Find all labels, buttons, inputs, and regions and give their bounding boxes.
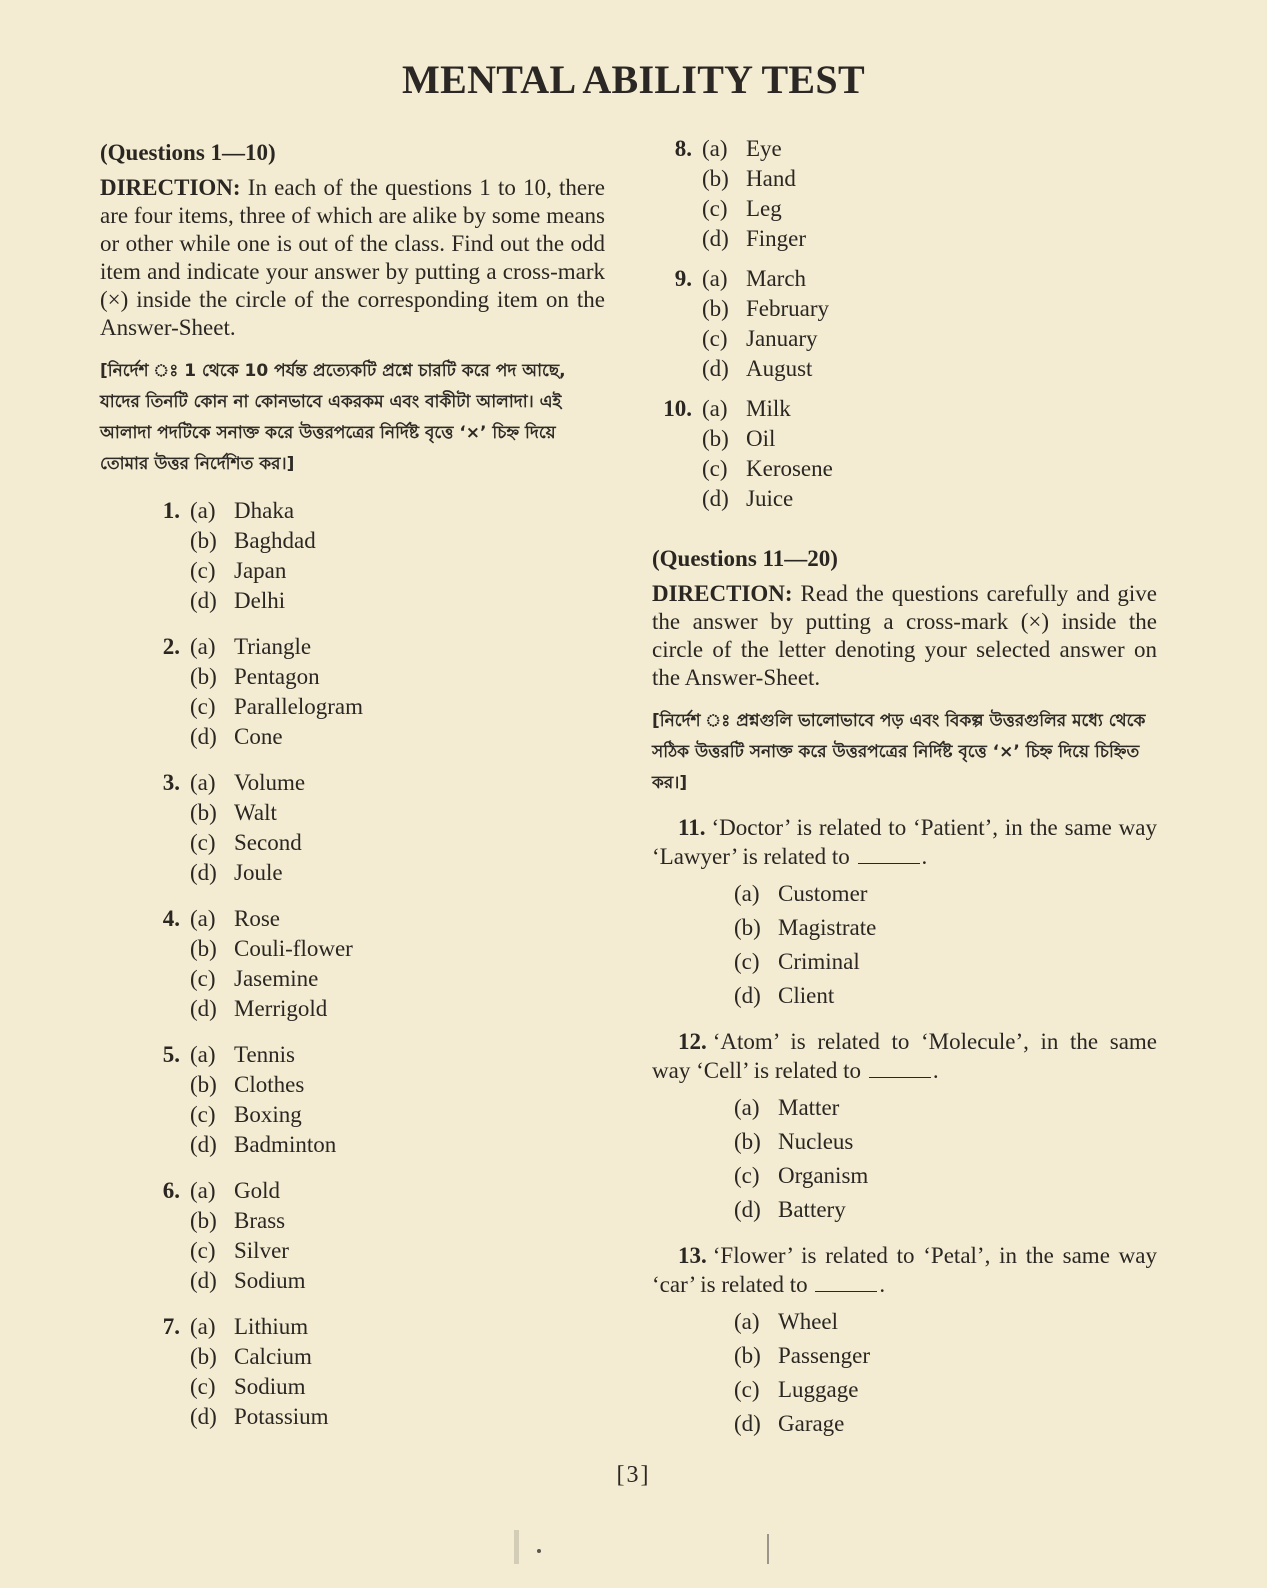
direction-label: DIRECTION: — [652, 581, 793, 606]
option-label: (c) — [190, 966, 216, 991]
option-label: (d) — [190, 1268, 217, 1293]
option-label: (a) — [190, 770, 216, 795]
option — [190, 632, 363, 662]
option — [190, 1372, 329, 1402]
question-number: 6. — [162, 1178, 180, 1203]
option-text: Eye — [746, 136, 782, 161]
option-text: Organism — [778, 1163, 869, 1188]
option — [190, 1100, 336, 1130]
option — [190, 1176, 306, 1206]
question-text-end: . — [932, 1058, 939, 1083]
question-text: ‘Flower’ is related to ‘Petal’, in the same way ‘car’ is related to — [652, 1243, 1157, 1297]
option-text: Oil — [746, 426, 776, 451]
option-list — [190, 904, 353, 1024]
option-label: (a) — [702, 266, 728, 291]
option-label: (c) — [190, 558, 216, 583]
option-list — [190, 632, 363, 752]
option-label: (b) — [190, 936, 217, 961]
option-list — [190, 1312, 329, 1432]
left-column — [100, 138, 605, 1432]
option-label: (c) — [702, 456, 728, 481]
option-text: Calcium — [234, 1344, 312, 1369]
option-text: Matter — [778, 1095, 840, 1120]
option-text: Customer — [778, 881, 868, 906]
option-text: Tennis — [234, 1042, 295, 1067]
option-text: Delhi — [234, 588, 286, 613]
question-number: 13. — [678, 1243, 707, 1268]
option-text: Joule — [234, 860, 283, 885]
option-label: (d) — [734, 1411, 761, 1436]
option-text: Sodium — [234, 1374, 306, 1399]
option-text: Brass — [234, 1208, 286, 1233]
option-label: (c) — [190, 830, 216, 855]
question-stem — [652, 1027, 1157, 1085]
option — [734, 1305, 1157, 1339]
option-label: (d) — [734, 1197, 761, 1222]
option-text: Dhaka — [234, 498, 295, 523]
option-label: (a) — [190, 634, 216, 659]
option-label: (a) — [190, 498, 216, 523]
option-text: Cone — [234, 724, 283, 749]
option — [190, 994, 353, 1024]
option-label: (d) — [702, 356, 729, 381]
option-list — [734, 1091, 1157, 1227]
option-label: (b) — [190, 528, 217, 553]
scan-mark — [767, 1534, 769, 1564]
direction-text: Read the questions carefully and give the answer by putting a cross-mark (×) inside the circle of the letter denoting your selected answer on the Answer-Sheet. — [652, 581, 1157, 690]
option-label: (d) — [190, 588, 217, 613]
question-item — [652, 394, 1157, 514]
option — [190, 1312, 329, 1342]
question-item — [652, 813, 1157, 1013]
scan-dot — [537, 1549, 541, 1553]
option-label: (a) — [734, 1309, 760, 1334]
option-list — [702, 394, 833, 514]
option — [702, 324, 829, 354]
option-text: Kerosene — [746, 456, 833, 481]
option-text: Potassium — [234, 1404, 329, 1429]
question-number: 3. — [162, 770, 180, 795]
option-text: Pentagon — [234, 664, 320, 689]
option — [734, 945, 1157, 979]
option-label: (b) — [190, 1072, 217, 1097]
option — [702, 454, 833, 484]
question-number: 9. — [674, 266, 692, 291]
option — [190, 828, 305, 858]
option — [190, 526, 316, 556]
option — [190, 964, 353, 994]
question-number: 10. — [663, 396, 692, 421]
option-label: (c) — [734, 1377, 760, 1402]
option-label: (b) — [190, 664, 217, 689]
option-text: Battery — [778, 1197, 846, 1222]
option-text: Volume — [234, 770, 306, 795]
option — [702, 354, 829, 384]
question-item — [652, 1027, 1157, 1227]
option-list — [702, 264, 829, 384]
section-2-bengali-direction: [নির্দেশ ঃ প্রশ্নগুলি ভালোভাবে পড় এবং বিকল্প উত্তরগুলির মধ্যে থেকে সঠিক উত্তরটি সনাক্ত করে উত্তরপত্রের নির্দিষ্ট বৃত্তে ‘×’ চিহ্ন দিয়ে চিহ্নিত কর।] — [652, 711, 1146, 793]
option — [734, 1159, 1157, 1193]
option-text: Badminton — [234, 1132, 337, 1157]
option-text: Magistrate — [778, 915, 877, 940]
option — [702, 134, 806, 164]
option-list — [190, 496, 316, 616]
option-text: Clothes — [234, 1072, 305, 1097]
section-2-direction — [652, 580, 1157, 692]
option-label: (b) — [190, 800, 217, 825]
option-text: Silver — [234, 1238, 289, 1263]
option-text: Jasemine — [234, 966, 319, 991]
option-list — [190, 1040, 336, 1160]
option-text: Criminal — [778, 949, 860, 974]
option-label: (d) — [702, 486, 729, 511]
option-text: Sodium — [234, 1268, 306, 1293]
option-label: (b) — [702, 426, 729, 451]
question-number: 8. — [674, 136, 692, 161]
option — [734, 979, 1157, 1013]
option-text: Client — [778, 983, 835, 1008]
option-label: (a) — [190, 1314, 216, 1339]
question-number: 5. — [162, 1042, 180, 1067]
question-item — [140, 904, 605, 1024]
option — [734, 1091, 1157, 1125]
option-text: February — [746, 296, 830, 321]
question-item — [140, 496, 605, 616]
option-label: (c) — [190, 1238, 216, 1263]
option — [190, 1402, 329, 1432]
option-label: (d) — [190, 860, 217, 885]
scan-mark — [514, 1530, 519, 1564]
right-top-question-list — [652, 134, 1157, 514]
option-label: (c) — [702, 196, 728, 221]
question-item — [652, 134, 1157, 254]
option-text: January — [746, 326, 818, 351]
option — [190, 1070, 336, 1100]
question-item — [140, 1040, 605, 1160]
question-number: 12. — [678, 1029, 707, 1054]
option-label: (d) — [190, 724, 217, 749]
option — [702, 294, 829, 324]
option-label: (a) — [702, 136, 728, 161]
question-number: 2. — [162, 634, 180, 659]
section-1-direction — [100, 174, 605, 342]
option — [190, 798, 305, 828]
option-text: Juice — [746, 486, 794, 511]
option-label: (c) — [190, 1102, 216, 1127]
option — [190, 1130, 336, 1160]
option — [190, 722, 363, 752]
option — [702, 394, 833, 424]
option — [702, 224, 806, 254]
option — [702, 424, 833, 454]
option-text: Triangle — [234, 634, 312, 659]
option-list — [190, 768, 305, 888]
option-label: (b) — [190, 1208, 217, 1233]
option — [734, 877, 1157, 911]
option — [734, 1373, 1157, 1407]
option-text: Hand — [746, 166, 796, 191]
option-label: (a) — [734, 1095, 760, 1120]
question-item — [140, 768, 605, 888]
answer-blank — [858, 845, 920, 864]
option — [190, 1236, 306, 1266]
question-text-end: . — [921, 844, 928, 869]
option — [190, 768, 305, 798]
option — [190, 586, 316, 616]
section-1-bengali-direction: [নির্দেশ ঃ 1 থেকে 10 পর্যন্ত প্রত্যেকটি প্রশ্নে চারটি করে পদ আছে, যাদের তিনটি কোন না কোনভাবে একরকম এবং বাকীটা আলাদা। এই আলাদা পদটিকে সনাক্ত করে উত্তরপত্রের নির্দিষ্ট বৃত্তে ‘×’ চিহ্ন দিয়ে তোমার উত্তর নির্দেশিত কর।] — [100, 361, 566, 474]
option — [190, 1206, 306, 1236]
option — [190, 1342, 329, 1372]
option-label: (b) — [734, 1129, 761, 1154]
option — [190, 692, 363, 722]
option-label: (b) — [702, 166, 729, 191]
option-label: (c) — [190, 694, 216, 719]
option-label: (b) — [734, 915, 761, 940]
option — [702, 194, 806, 224]
option-text: Couli-flower — [234, 936, 353, 961]
page-title: MENTAL ABILITY TEST — [402, 57, 865, 102]
option-text: August — [746, 356, 813, 381]
option-text: Garage — [778, 1411, 845, 1436]
question-text-end: . — [879, 1272, 886, 1297]
option — [190, 934, 353, 964]
direction-label: DIRECTION: — [100, 175, 241, 200]
option — [190, 858, 305, 888]
question-text: ‘Atom’ is related to ‘Molecule’, in the same way ‘Cell’ is related to — [652, 1029, 1157, 1083]
option-label: (a) — [190, 906, 216, 931]
question-text: ‘Doctor’ is related to ‘Patient’, in the same way ‘Lawyer’ is related to — [652, 815, 1157, 869]
option-text: Merrigold — [234, 996, 328, 1021]
option — [190, 662, 363, 692]
question-item — [140, 1312, 605, 1432]
option-text: Finger — [746, 226, 807, 251]
option — [190, 1266, 306, 1296]
answer-blank — [815, 1273, 877, 1292]
question-item — [652, 1241, 1157, 1441]
option — [190, 556, 316, 586]
option-text: Lithium — [234, 1314, 309, 1339]
option — [734, 1125, 1157, 1159]
option-label: (d) — [190, 996, 217, 1021]
option-text: Leg — [746, 196, 782, 221]
option-text: Luggage — [778, 1377, 859, 1402]
option-list — [190, 1176, 306, 1296]
option — [190, 496, 316, 526]
option-text: Passenger — [778, 1343, 870, 1368]
option-text: Rose — [234, 906, 280, 931]
section-2-heading: (Questions 11—20) — [652, 546, 838, 571]
answer-blank — [869, 1059, 931, 1078]
option-label: (c) — [190, 1374, 216, 1399]
option-text: Boxing — [234, 1102, 302, 1127]
option-label: (a) — [702, 396, 728, 421]
option-label: (a) — [190, 1042, 216, 1067]
option-text: Walt — [234, 800, 277, 825]
option-text: Milk — [746, 396, 791, 421]
option — [702, 264, 829, 294]
option-text: Second — [234, 830, 302, 855]
question-number: 11. — [678, 815, 706, 840]
option — [702, 484, 833, 514]
option-label: (c) — [702, 326, 728, 351]
left-question-list — [140, 496, 605, 1432]
option — [190, 1040, 336, 1070]
question-item — [140, 632, 605, 752]
option — [734, 1407, 1157, 1441]
option — [734, 1339, 1157, 1373]
option-label: (d) — [734, 983, 761, 1008]
right-bottom-question-list — [652, 813, 1157, 1441]
page-number: [3] — [616, 1462, 651, 1488]
question-stem — [652, 1241, 1157, 1299]
option-label: (d) — [190, 1404, 217, 1429]
question-stem — [652, 813, 1157, 871]
question-number: 1. — [162, 498, 180, 523]
right-column — [652, 138, 1157, 1441]
option-text: March — [746, 266, 807, 291]
section-1-heading: (Questions 1—10) — [100, 140, 276, 165]
option — [702, 164, 806, 194]
option-label: (b) — [190, 1344, 217, 1369]
option-list — [702, 134, 806, 254]
option-text: Nucleus — [778, 1129, 854, 1154]
option-text: Gold — [234, 1178, 280, 1203]
question-item — [652, 264, 1157, 384]
option-text: Japan — [234, 558, 287, 583]
option-text: Wheel — [778, 1309, 839, 1334]
question-item — [140, 1176, 605, 1296]
option-list — [734, 877, 1157, 1013]
option-label: (b) — [734, 1343, 761, 1368]
question-number: 4. — [162, 906, 180, 931]
option-label: (b) — [702, 296, 729, 321]
direction-text: In each of the questions 1 to 10, there are four items, three of which are alike by some means or other while one is out of the class. Find out the odd item and indicate your answer by putting a cross-mark (×) inside the circle of the corresponding item on the Answer-Sheet. — [100, 175, 605, 340]
question-number: 7. — [162, 1314, 180, 1339]
option-label: (d) — [190, 1132, 217, 1157]
option-list — [734, 1305, 1157, 1441]
option-label: (d) — [702, 226, 729, 251]
option-text: Baghdad — [234, 528, 316, 553]
option-label: (a) — [734, 881, 760, 906]
option-label: (a) — [190, 1178, 216, 1203]
option — [190, 904, 353, 934]
option-text: Parallelogram — [234, 694, 364, 719]
option — [734, 911, 1157, 945]
option — [734, 1193, 1157, 1227]
option-label: (c) — [734, 949, 760, 974]
option-label: (c) — [734, 1163, 760, 1188]
